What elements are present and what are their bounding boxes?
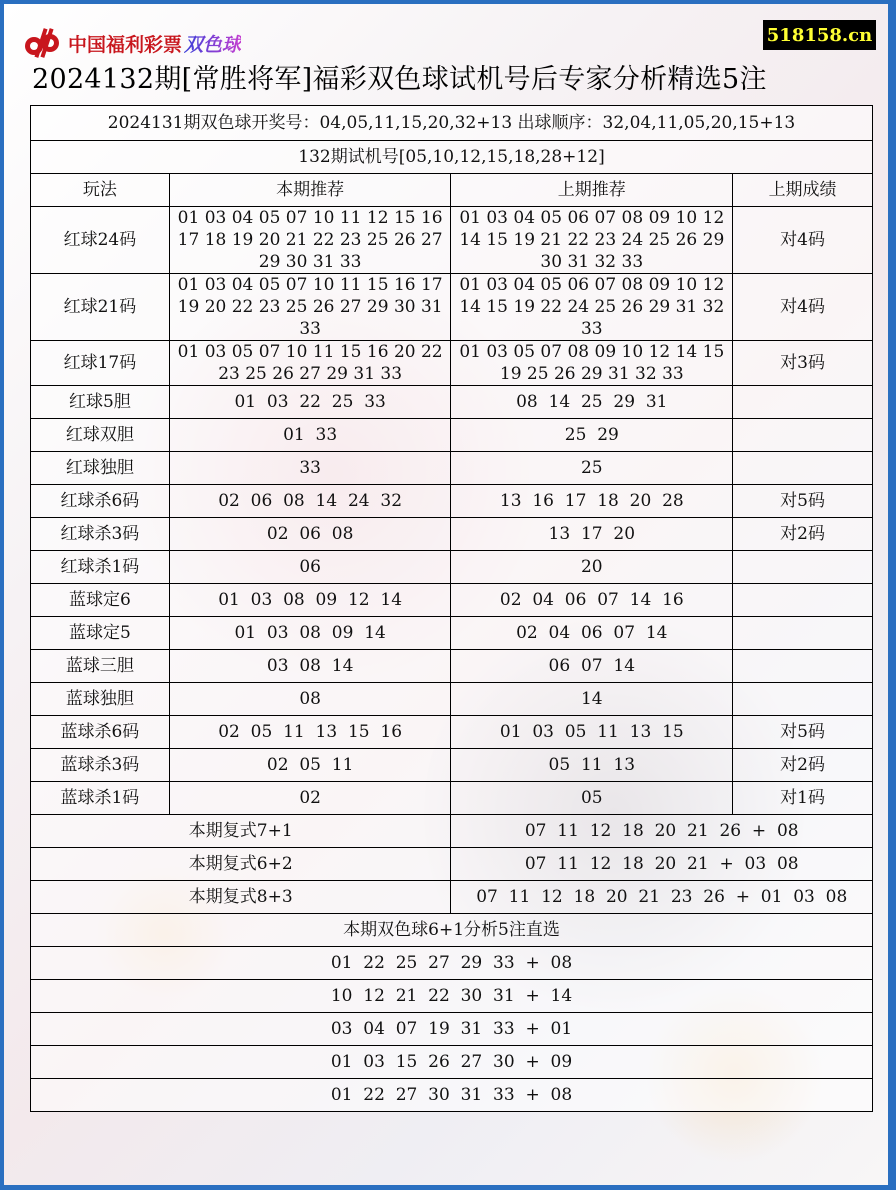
table-row (31, 683, 873, 716)
play-type: 红球17码 (31, 341, 170, 386)
play-type: 红球24码 (31, 207, 170, 274)
table-row (31, 485, 873, 518)
table-row (31, 716, 873, 749)
current-pick: 06 (169, 551, 451, 584)
pick-item: 01 22 27 30 31 33 + 08 (31, 1079, 873, 1112)
current-pick: 01 03 08 09 12 14 (169, 584, 451, 617)
table-row (31, 551, 873, 584)
previous-result: 对4码 (733, 207, 873, 274)
play-type: 蓝球杀6码 (31, 716, 170, 749)
play-type: 蓝球定6 (31, 584, 170, 617)
pick-item: 03 04 07 19 31 33 + 01 (31, 1013, 873, 1046)
table-row (31, 452, 873, 485)
pick-row (31, 1013, 873, 1046)
table-row (31, 207, 873, 274)
play-type: 红球21码 (31, 274, 170, 341)
play-type: 红球独胆 (31, 452, 170, 485)
previous-result (733, 683, 873, 716)
play-type: 蓝球定5 (31, 617, 170, 650)
logo-text: 中国福利彩票 (68, 33, 183, 56)
play-type: 蓝球杀3码 (31, 749, 170, 782)
pick-item: 01 22 25 27 29 33 + 08 (31, 947, 873, 980)
current-pick: 03 08 14 (169, 650, 451, 683)
previous-pick: 25 29 (451, 419, 733, 452)
picks-title-row (31, 914, 873, 947)
pick-row (31, 980, 873, 1013)
previous-result: 对2码 (733, 749, 873, 782)
current-pick: 02 (169, 782, 451, 815)
previous-pick: 01 03 05 07 08 09 10 12 14 15 19 25 26 29 31 32 33 (451, 341, 733, 386)
multiple-row (31, 848, 873, 881)
previous-pick: 08 14 25 29 31 (451, 386, 733, 419)
previous-pick: 06 07 14 (451, 650, 733, 683)
column-header: 上期推荐 (451, 174, 733, 207)
multiple-label: 本期复式7+1 (31, 815, 451, 848)
previous-pick: 13 16 17 18 20 28 (451, 485, 733, 518)
trial-numbers: 132期试机号[05,10,12,15,18,28+12] (31, 141, 873, 174)
current-pick: 01 33 (169, 419, 451, 452)
table-row (31, 386, 873, 419)
current-pick: 02 05 11 13 15 16 (169, 716, 451, 749)
site-badge[interactable]: 518158.cn (763, 20, 876, 50)
previous-pick: 20 (451, 551, 733, 584)
previous-pick: 01 03 05 11 13 15 (451, 716, 733, 749)
table-row (31, 274, 873, 341)
previous-result (733, 617, 873, 650)
previous-result: 对5码 (733, 716, 873, 749)
pick-row (31, 1046, 873, 1079)
previous-pick: 25 (451, 452, 733, 485)
current-pick: 02 06 08 (169, 518, 451, 551)
play-type: 红球双胆 (31, 419, 170, 452)
multiple-label: 本期复式6+2 (31, 848, 451, 881)
current-pick: 08 (169, 683, 451, 716)
table-row (31, 617, 873, 650)
current-pick: 01 03 22 25 33 (169, 386, 451, 419)
play-type: 蓝球杀1码 (31, 782, 170, 815)
pick-row (31, 947, 873, 980)
previous-result (733, 419, 873, 452)
current-pick: 01 03 08 09 14 (169, 617, 451, 650)
current-pick: 33 (169, 452, 451, 485)
analysis-table (30, 105, 873, 1112)
play-type: 红球5胆 (31, 386, 170, 419)
previous-result: 对5码 (733, 485, 873, 518)
table-row (31, 782, 873, 815)
cwl-logo (22, 26, 241, 60)
pick-item: 01 03 15 26 27 30 + 09 (31, 1046, 873, 1079)
multiple-value: 07 11 12 18 20 21 26 + 08 (451, 815, 873, 848)
current-pick: 01 03 04 05 07 10 11 12 15 16 17 18 19 20 21 22 23 25 26 27 29 30 31 33 (169, 207, 451, 274)
previous-result (733, 386, 873, 419)
play-type: 红球杀6码 (31, 485, 170, 518)
draw-result-row (31, 106, 873, 141)
previous-result: 对2码 (733, 518, 873, 551)
previous-result (733, 584, 873, 617)
draw-result: 2024131期双色球开奖号：04,05,11,15,20,32+13 出球顺序：32,04,11,05,20,15+13 (31, 106, 873, 141)
previous-result (733, 452, 873, 485)
table-row (31, 341, 873, 386)
table-row (31, 584, 873, 617)
multiple-row (31, 881, 873, 914)
column-header: 玩法 (31, 174, 170, 207)
pick-row (31, 1079, 873, 1112)
multiple-label: 本期复式8+3 (31, 881, 451, 914)
previous-pick: 13 17 20 (451, 518, 733, 551)
previous-pick: 14 (451, 683, 733, 716)
current-pick: 02 05 11 (169, 749, 451, 782)
picks-title: 本期双色球6+1分析5注直选 (31, 914, 873, 947)
multiple-value: 07 11 12 18 20 21 + 03 08 (451, 848, 873, 881)
current-pick: 02 06 08 14 24 32 (169, 485, 451, 518)
play-type: 蓝球三胆 (31, 650, 170, 683)
table-row (31, 749, 873, 782)
table-row (31, 419, 873, 452)
table-header (31, 174, 873, 207)
cwl-logo-icon (22, 26, 62, 60)
multiple-row (31, 815, 873, 848)
previous-pick: 01 03 04 05 06 07 08 09 10 12 14 15 19 22 24 25 26 29 31 32 33 (451, 274, 733, 341)
column-header: 上期成绩 (733, 174, 873, 207)
trial-numbers-row (31, 141, 873, 174)
previous-pick: 01 03 04 05 06 07 08 09 10 12 14 15 19 21 22 23 24 25 26 29 30 31 32 33 (451, 207, 733, 274)
previous-result: 对4码 (733, 274, 873, 341)
table-row (31, 518, 873, 551)
previous-pick: 02 04 06 07 14 16 (451, 584, 733, 617)
previous-pick: 02 04 06 07 14 (451, 617, 733, 650)
play-type: 红球杀3码 (31, 518, 170, 551)
page-frame (4, 4, 888, 1185)
current-pick: 01 03 04 05 07 10 11 15 16 17 19 20 22 23 25 26 27 29 30 31 33 (169, 274, 451, 341)
column-header: 本期推荐 (169, 174, 451, 207)
previous-pick: 05 (451, 782, 733, 815)
play-type: 红球杀1码 (31, 551, 170, 584)
multiple-value: 07 11 12 18 20 21 23 26 + 01 03 08 (451, 881, 873, 914)
previous-result (733, 551, 873, 584)
page-title: 2024132期[常胜将军]福彩双色球试机号后专家分析精选5注 (32, 64, 767, 95)
previous-result (733, 650, 873, 683)
previous-result: 对1码 (733, 782, 873, 815)
play-type: 蓝球独胆 (31, 683, 170, 716)
logo-product: 双色球 (184, 30, 241, 57)
header (4, 4, 888, 99)
pick-item: 10 12 21 22 30 31 + 14 (31, 980, 873, 1013)
table-row (31, 650, 873, 683)
current-pick: 01 03 05 07 10 11 15 16 20 22 23 25 26 27 29 31 33 (169, 341, 451, 386)
previous-pick: 05 11 13 (451, 749, 733, 782)
previous-result: 对3码 (733, 341, 873, 386)
